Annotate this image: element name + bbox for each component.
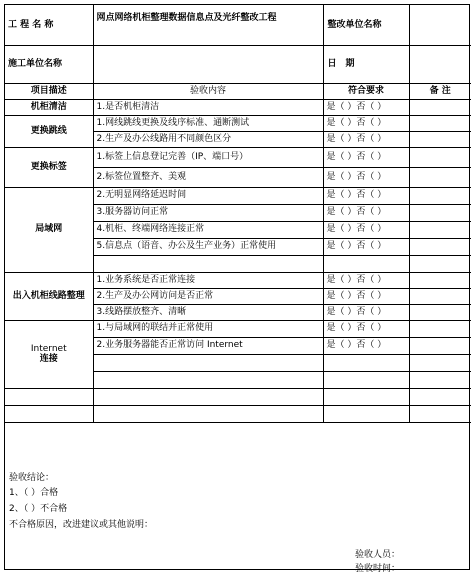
date-value[interactable] (409, 45, 471, 83)
table-row (5, 272, 471, 288)
acceptance-table (5, 5, 471, 423)
table-row (5, 115, 471, 131)
fail-reason-label: 不合格原因，改进建议或其他说明： (9, 520, 154, 530)
conformance-cell[interactable] (323, 371, 409, 388)
empty-cell[interactable] (93, 388, 323, 405)
empty-cell[interactable] (93, 405, 323, 422)
project-name-value: 网点网络机柜整理数据信息点及光纤整改工程 (93, 5, 323, 45)
section-replace-labels: 更换标签 (5, 147, 93, 187)
yes-no-choice[interactable]: 是（ ）否（ ） (323, 115, 409, 131)
check-item: 1.标签上信息登记完善（IP、端口号） (93, 147, 323, 167)
yes-no-choice[interactable]: 是（ ）否（ ） (323, 221, 409, 238)
table-row (5, 388, 471, 405)
table-row (5, 405, 471, 422)
remark-cell[interactable] (409, 337, 471, 354)
yes-no-choice[interactable]: 是（ ）否（ ） (323, 99, 409, 115)
check-item: 3.线路摆放整齐、清晰 (93, 304, 323, 320)
check-item: 2.标签位置整齐、美观 (93, 167, 323, 187)
section-lan: 局域网 (5, 187, 93, 272)
section-internet-line2: 连接 (39, 354, 58, 364)
remark-cell[interactable] (409, 131, 471, 147)
check-item (93, 354, 323, 371)
section-cabinet-cabling: 出入机柜线路整理 (5, 272, 93, 320)
check-item: 1.与局域网的联结并正常使用 (93, 320, 323, 337)
remark-cell[interactable] (409, 272, 471, 288)
empty-cell[interactable] (5, 388, 93, 405)
remark-cell[interactable] (409, 115, 471, 131)
table-row (5, 99, 471, 115)
column-header-row (5, 83, 471, 99)
check-item: 2.无明显网络延迟时间 (93, 187, 323, 204)
header-row-project (5, 5, 471, 45)
remark-cell[interactable] (409, 221, 471, 238)
check-item: 1.是否机柜清洁 (93, 99, 323, 115)
remark-cell[interactable] (409, 371, 471, 388)
check-item: 5.信息点（语音、办公及生产业务）正常使用 (93, 238, 323, 255)
fail-option[interactable]: 2、（ ）不合格 (9, 504, 68, 514)
construction-unit-label: 施工单位名称 (5, 45, 93, 83)
section-replace-patch-cord: 更换跳线 (5, 115, 93, 147)
section-internet (5, 320, 93, 388)
conformance-cell[interactable] (323, 354, 409, 371)
remark-cell[interactable] (409, 354, 471, 371)
date-label: 日 期 (323, 45, 409, 83)
check-item: 2.生产及办公网访问是否正常 (93, 288, 323, 304)
remark-cell[interactable] (409, 167, 471, 187)
check-item: 4.机柜、终端网络连接正常 (93, 221, 323, 238)
remark-cell[interactable] (409, 204, 471, 221)
yes-no-choice[interactable]: 是（ ）否（ ） (323, 131, 409, 147)
check-item: 1.业务系统是否正常连接 (93, 272, 323, 288)
table-row (5, 320, 471, 337)
empty-cell[interactable] (409, 405, 471, 422)
empty-cell[interactable] (323, 388, 409, 405)
yes-no-choice[interactable]: 是（ ）否（ ） (323, 147, 409, 167)
check-item (93, 255, 323, 272)
rectify-unit-value[interactable] (409, 5, 471, 45)
yes-no-choice[interactable]: 是（ ）否（ ） (323, 204, 409, 221)
remark-cell[interactable] (409, 238, 471, 255)
construction-unit-value[interactable] (93, 45, 323, 83)
yes-no-choice[interactable]: 是（ ）否（ ） (323, 272, 409, 288)
check-item: 2.生产及办公线路用不同颜色区分 (93, 131, 323, 147)
col-item-header: 项目描述 (5, 83, 93, 99)
empty-cell[interactable] (323, 405, 409, 422)
col-remark-header: 备 注 (409, 83, 471, 99)
remark-cell[interactable] (409, 147, 471, 167)
remark-cell[interactable] (409, 187, 471, 204)
acceptance-conclusion (5, 464, 469, 574)
remark-cell[interactable] (409, 99, 471, 115)
check-item: 1.网线跳线更换及线序标准、通断测试 (93, 115, 323, 131)
yes-no-choice[interactable]: 是（ ）否（ ） (323, 187, 409, 204)
yes-no-choice[interactable]: 是（ ）否（ ） (323, 238, 409, 255)
yes-no-choice[interactable]: 是（ ）否（ ） (323, 337, 409, 354)
check-item: 3.服务器访问正常 (93, 204, 323, 221)
rectify-unit-label: 整改单位名称 (323, 5, 409, 45)
check-item: 2.业务服务器能否正常访问 Internet (93, 337, 323, 354)
check-item (93, 371, 323, 388)
header-row-construction (5, 45, 471, 83)
remark-cell[interactable] (409, 255, 471, 272)
pass-option[interactable]: 1、（ ）合格 (9, 488, 59, 498)
section-internet-line1: Internet (30, 343, 67, 354)
inspector-label: 验收人员： (355, 550, 401, 560)
remark-cell[interactable] (409, 304, 471, 320)
col-conformance-header: 符合要求 (323, 83, 409, 99)
acceptance-form (4, 4, 470, 574)
yes-no-choice[interactable]: 是（ ）否（ ） (323, 320, 409, 337)
table-row (5, 147, 471, 167)
yes-no-choice[interactable]: 是（ ）否（ ） (323, 288, 409, 304)
yes-no-choice[interactable]: 是（ ）否（ ） (323, 304, 409, 320)
section-cabinet-cleaning: 机柜清洁 (5, 99, 93, 115)
conclusion-title: 验收结论： (9, 473, 55, 483)
col-content-header: 验收内容 (93, 83, 323, 99)
remark-cell[interactable] (409, 288, 471, 304)
remark-cell[interactable] (409, 320, 471, 337)
empty-cell[interactable] (5, 405, 93, 422)
yes-no-choice[interactable]: 是（ ）否（ ） (323, 167, 409, 187)
empty-cell[interactable] (409, 388, 471, 405)
conformance-cell[interactable] (323, 255, 409, 272)
inspection-time-label: 验收时间： (355, 564, 401, 574)
project-name-label: 工 程 名 称 (5, 5, 93, 45)
table-row (5, 187, 471, 204)
